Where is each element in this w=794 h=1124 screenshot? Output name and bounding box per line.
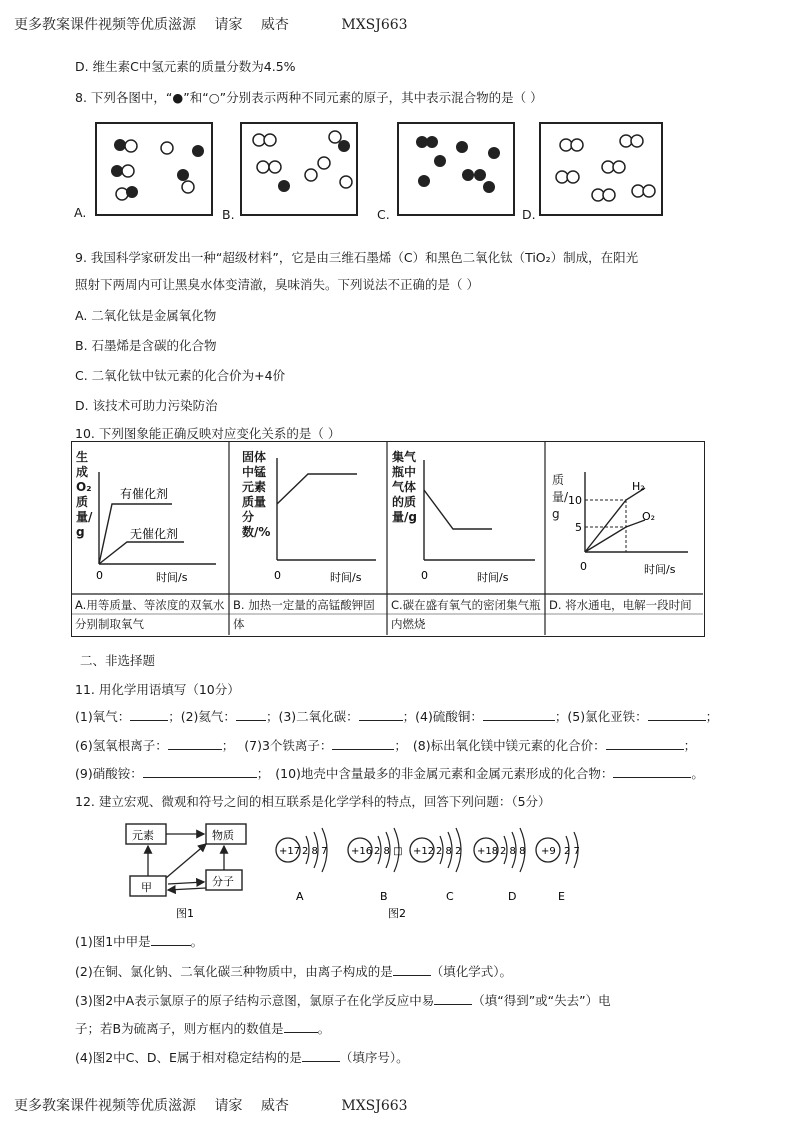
q8-box-b-atoms [253, 131, 352, 192]
q11-blank-4[interactable] [483, 708, 555, 721]
atom-a-nucleus: +17 [279, 846, 301, 857]
q12-sub4-text: (4)图2中C、D、E属于相对稳定结构的是 [75, 1050, 302, 1065]
q11-item2-label: ；(2)氦气： [168, 709, 236, 724]
q12-sub1-text: (1)图1中甲是 [75, 934, 151, 949]
chart-d-ytick-5: 5 [575, 521, 582, 534]
q12-figure2 [268, 818, 598, 922]
atom-b-shells: 2 8 □ [374, 846, 403, 857]
atom-d-nucleus: +18 [477, 846, 499, 857]
chart-c-origin: 0 [421, 569, 428, 582]
q11-item6-end: ； [221, 738, 235, 753]
q12-sub3-text-c: 子；若B为硫离子，则方框内的数值是 [75, 1021, 284, 1036]
atom-e-label: E [558, 890, 565, 903]
header-contact-name: 威杏 [260, 17, 289, 33]
q11-line1-end: ； [705, 709, 719, 724]
atom-a-shells: 2 8 7 [302, 846, 328, 857]
q11-item10-label: (10)地壳中含量最多的非金属元素和金属元素形成的化合物： [275, 766, 614, 781]
q12-sub3-text-a: (3)图2中A表示氯原子的原子结构示意图，氯原子在化学反应中易 [75, 993, 435, 1008]
atom-c-label: C [446, 890, 454, 903]
q11-item9-label: (9)硝酸铵： [75, 766, 143, 781]
fig1-jia: 甲 [141, 881, 152, 894]
fig2-caption: 图2 [388, 907, 406, 920]
chart-b-ylabel: 固体中锰元素质量分数/% [242, 450, 271, 539]
q9-option-c: C. 二氧化钛中钛元素的化合价为+4价 [75, 368, 286, 383]
atom-d [474, 828, 525, 903]
page-footer [14, 1095, 408, 1115]
atom-d-shells: 2 8 8 [500, 846, 526, 857]
chart-a-ylabel-wrap [76, 450, 98, 568]
chart-d-ylabel-wrap [552, 472, 572, 544]
q12-sub2-end: （填化学式）。 [430, 964, 512, 979]
chart-c-ylabel: 集气瓶中气体的质量/g [392, 450, 417, 524]
chart-b-origin: 0 [274, 569, 281, 582]
q8-option-c: C. [377, 207, 390, 222]
atom-e-nucleus: +9 [541, 846, 556, 857]
q12-blank-1[interactable] [151, 933, 191, 946]
chart-c-caption: C.碳在盛有氧气的密闭集气瓶内燃烧 [391, 598, 541, 631]
chart-d-series-o2-label: O₂ [642, 510, 656, 523]
q12-sub2 [75, 962, 512, 980]
atom-e [536, 832, 580, 903]
q11-blank-9[interactable] [143, 765, 257, 778]
chart-b [274, 458, 376, 584]
q12-sub2-text: (2)在铜、氯化钠、二氧化碳三种物质中，由离子构成的是 [75, 964, 393, 979]
atom-b-nucleus: +16 [351, 846, 373, 857]
q7-option-d: D. 维生素C中氢元素的质量分数为4.5% [75, 59, 296, 74]
q11-blank-5[interactable] [648, 708, 706, 721]
q10-stem: 10. 下列图象能正确反映对应变化关系的是（ ） [75, 426, 341, 441]
fig1-fenzi: 分子 [212, 875, 234, 888]
q12-sub3-line2 [75, 1019, 330, 1037]
chart-d-series-h2 [585, 488, 645, 552]
page-header [14, 14, 408, 34]
q8-box-a-atoms [111, 139, 204, 200]
fig1-caption: 图1 [176, 907, 194, 920]
q9-option-a: A. 二氧化钛是金属氧化物 [75, 308, 217, 323]
q11-line3-end: 。 [691, 766, 704, 781]
q11-item7-label: (7)3个铁离子： [244, 738, 333, 753]
atom-e-shells: 2 7 [564, 846, 580, 857]
q12-blank-5[interactable] [302, 1049, 340, 1062]
q11-item4-label: ；(4)硫酸铜： [402, 709, 483, 724]
q12-title: 12. 建立宏观、微观和符号之间的相互联系是化学学科的特点，回答下列问题：（5分） [75, 794, 551, 809]
atom-b [348, 828, 403, 903]
atom-b-label: B [380, 890, 388, 903]
fig1-wuzhi: 物质 [212, 829, 234, 842]
chart-c-xlabel: 时间/s [477, 571, 509, 584]
q12-blank-3[interactable] [434, 992, 472, 1005]
q11-item9-end: ； [256, 766, 270, 781]
q12-sub3-line1 [75, 991, 611, 1009]
chart-a [96, 472, 216, 584]
q11-line3 [75, 764, 704, 782]
chart-a-series-no-catalyst-label: 无催化剂 [130, 527, 179, 541]
q8-stem: 8. 下列各图中，“●”和“○”分别表示两种不同元素的原子，其中表示混合物的是（ ） [75, 90, 543, 105]
q8-figures [70, 115, 670, 225]
footer-code: MXSJ663 [341, 1098, 408, 1114]
q12-sub4 [75, 1048, 409, 1066]
q11-line1 [75, 707, 718, 725]
chart-a-xlabel: 时间/s [156, 571, 188, 584]
atom-c-nucleus: +12 [413, 846, 435, 857]
q9-option-b: B. 石墨烯是含碳的化合物 [75, 338, 217, 353]
q8-option-a: A. [74, 205, 87, 220]
q11-item3-label: ；(3)二氧化碳： [265, 709, 359, 724]
chart-d-origin: 0 [580, 560, 587, 573]
q12-sub1-end: 。 [190, 934, 204, 949]
q12-sub3-text-b: （填“得到”或“失去”）电 [472, 993, 611, 1008]
chart-d-caption: D. 将水通电，电解一段时间 [549, 598, 692, 612]
atom-c-shells: 2 8 2 [436, 846, 462, 857]
q11-item1-label: (1)氧气： [75, 709, 131, 724]
header-contact-label: 请家 [214, 17, 243, 33]
chart-c-series [424, 490, 492, 529]
chart-d-ytick-10: 10 [568, 494, 582, 507]
section2-title: 二、非选择题 [80, 653, 156, 668]
q10-chart-table [71, 441, 705, 637]
q12-blank-4[interactable] [284, 1020, 318, 1033]
q11-item8-label: (8)标出氧化镁中镁元素的化合价： [412, 738, 606, 753]
q11-blank-3[interactable] [359, 708, 403, 721]
q11-item5-label: ；(5)氯化亚铁： [554, 709, 648, 724]
chart-d-series-h2-label: H₂ [632, 480, 645, 493]
q11-line2-end: ； [683, 738, 697, 753]
footer-contact-label: 请家 [214, 1098, 243, 1114]
footer-text: 更多教案课件视频等优质滋源 [14, 1098, 196, 1114]
q11-title: 11. 用化学用语填写（10分） [75, 682, 240, 697]
atom-a-label: A [296, 890, 304, 903]
chart-d [568, 472, 688, 576]
q11-blank-7[interactable] [332, 737, 394, 750]
q8-box-c [398, 123, 514, 215]
atom-c [410, 828, 461, 903]
chart-b-series [277, 474, 357, 504]
atom-d-label: D [508, 890, 517, 903]
q9-stem-line2: 照射下两周内可让黑臭水体变清澈，臭味消失。下列说法不正确的是（ ） [75, 277, 479, 292]
q11-blank-2[interactable] [236, 708, 266, 721]
q12-figure1 [118, 818, 258, 922]
header-text: 更多教案课件视频等优质滋源 [14, 17, 196, 33]
chart-d-xlabel: 时间/s [644, 563, 676, 576]
q8-option-b: B. [222, 207, 235, 222]
chart-c [421, 460, 535, 584]
q11-item6-label: (6)氢氧根离子： [75, 738, 168, 753]
chart-a-series-catalyst-label: 有催化剂 [120, 487, 169, 501]
q11-item7-end: ； [394, 738, 407, 753]
q11-line2 [75, 736, 696, 754]
q9-option-d: D. 该技术可助力污染防治 [75, 398, 218, 413]
chart-d-ylabel: 质量/g [552, 473, 569, 521]
header-code: MXSJ663 [341, 17, 408, 33]
chart-a-ylabel: 生成O₂质量/g [76, 450, 93, 539]
chart-a-origin: 0 [96, 569, 103, 582]
q11-blank-8[interactable] [606, 737, 684, 750]
chart-b-xlabel: 时间/s [330, 571, 362, 584]
q11-blank-6[interactable] [168, 737, 222, 750]
q12-sub3-end: 。 [317, 1021, 331, 1036]
chart-b-ylabel-wrap [242, 450, 276, 568]
q12-sub4-end: （填序号）。 [339, 1050, 409, 1065]
q9-stem-line1: 9. 我国科学家研发出一种“超级材料”，它是由三维石墨烯（C）和黑色二氧化钛（TiO₂）制成，在阳光 [75, 250, 639, 265]
footer-contact-name: 威杏 [260, 1098, 289, 1114]
q12-sub1 [75, 932, 203, 950]
chart-d-series-o2 [585, 520, 645, 552]
fig1-yuansu: 元素 [132, 829, 154, 842]
q8-box-d [540, 123, 662, 215]
chart-c-ylabel-wrap [392, 450, 426, 568]
chart-a-series-no-catalyst [99, 542, 184, 564]
chart-b-caption: B. 加热一定量的高锰酸钾固体 [233, 598, 375, 631]
q11-blank-1[interactable] [130, 708, 168, 721]
q12-blank-2[interactable] [393, 963, 431, 976]
q8-box-d-atoms [556, 135, 655, 201]
q11-blank-10[interactable] [613, 765, 691, 778]
q8-option-d: D. [522, 207, 536, 222]
atom-a [276, 828, 327, 903]
q8-box-c-atoms [416, 136, 500, 193]
chart-a-caption: A.用等质量、等浓度的双氧水分别制取氧气 [75, 598, 225, 631]
